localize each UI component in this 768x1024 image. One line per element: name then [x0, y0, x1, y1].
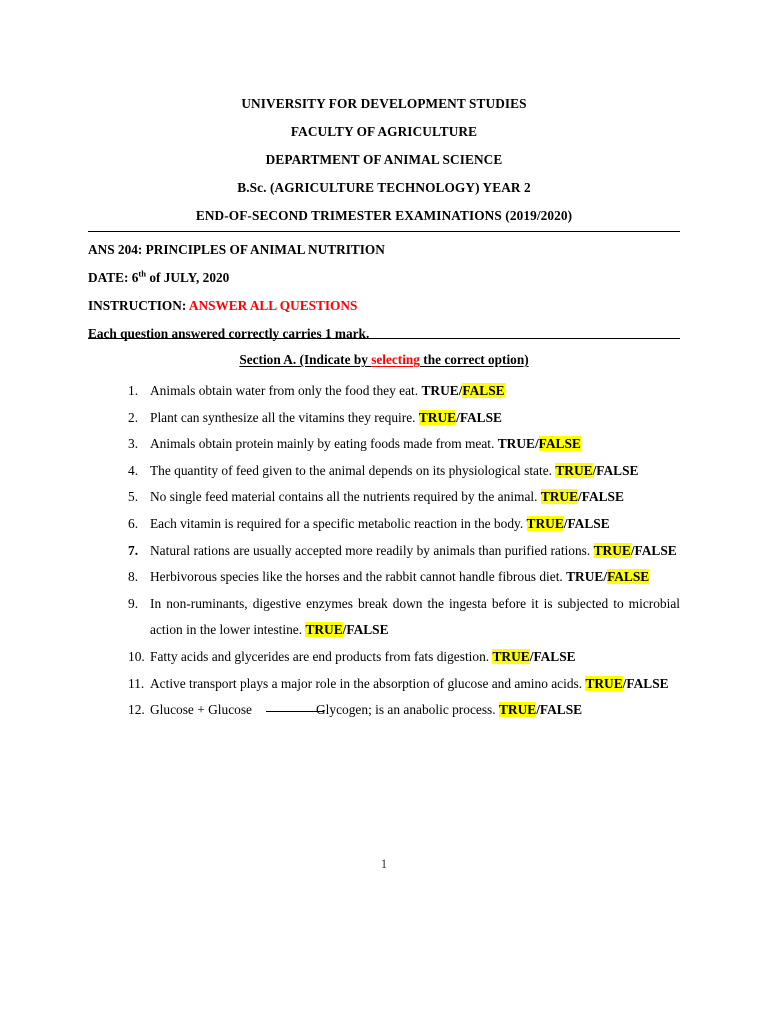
- question-item: [128, 431, 680, 458]
- section-heading-prefix: Section A. (Indicate by: [239, 352, 372, 367]
- section-a-heading: [88, 350, 680, 370]
- option-false[interactable]: FALSE: [539, 702, 583, 718]
- course-meta: [88, 236, 688, 348]
- question-body: [150, 538, 680, 565]
- header-line-programme: B.Sc. (AGRICULTURE TECHNOLOGY) YEAR 2: [237, 180, 531, 195]
- question-item: [128, 644, 680, 671]
- option-separator: /: [529, 648, 534, 664]
- header-line-university: UNIVERSITY FOR DEVELOPMENT STUDIES: [241, 96, 527, 111]
- date-day: 6: [131, 270, 139, 285]
- course-code-title: ANS 204: PRINCIPLES OF ANIMAL NUTRITION: [88, 242, 385, 257]
- option-false[interactable]: FALSE: [634, 542, 677, 558]
- option-false[interactable]: FALSE: [538, 436, 581, 452]
- question-number: 5.: [128, 489, 139, 505]
- answer-options: [566, 569, 649, 584]
- option-true[interactable]: TRUE: [585, 675, 623, 691]
- question-body: [150, 484, 680, 511]
- section-heading-suffix: the correct option): [419, 352, 529, 367]
- question-text: In non-ruminants, digestive enzymes break down the ingesta before it is subjected to microbial action in the lower intestine.: [150, 595, 680, 638]
- option-true[interactable]: TRUE: [497, 436, 535, 452]
- answer-options: [492, 649, 575, 664]
- option-separator: /: [630, 542, 635, 558]
- answer-options: [498, 436, 581, 451]
- mark-note: Each question answered correctly carries 1 mark.: [88, 326, 370, 341]
- option-false[interactable]: FALSE: [533, 648, 576, 664]
- question-body: [150, 431, 680, 458]
- question-body: [150, 511, 680, 538]
- option-separator: /: [622, 675, 627, 691]
- question-body: [150, 458, 680, 485]
- instruction-value: ANSWER ALL QUESTIONS: [188, 298, 358, 313]
- option-true[interactable]: TRUE: [526, 515, 564, 531]
- option-false[interactable]: FALSE: [462, 383, 505, 398]
- answer-options: [305, 622, 388, 637]
- header-line-faculty: FACULTY OF AGRICULTURE: [290, 124, 478, 139]
- option-false[interactable]: FALSE: [581, 489, 624, 505]
- header-divider-top: [88, 231, 680, 232]
- date-ordinal-suffix: th: [138, 268, 147, 279]
- question-text: Animals obtain water from only the food they eat.: [150, 383, 422, 398]
- exam-instruction: [88, 292, 688, 320]
- option-false[interactable]: FALSE: [626, 675, 669, 691]
- question-text: Active transport plays a major role in the absorption of glucose and amino acids.: [150, 675, 586, 691]
- section-heading-emphasis: selecting: [371, 352, 420, 367]
- question-text: The quantity of feed given to the animal depends on its physiological state.: [150, 462, 556, 478]
- question-item: [128, 458, 680, 485]
- question-body: [150, 697, 680, 724]
- option-separator: /: [458, 383, 463, 398]
- question-number: 11.: [128, 675, 145, 691]
- question-number: 1.: [128, 383, 139, 398]
- question-item: [128, 511, 680, 538]
- question-text: Natural rations are usually accepted more readily by animals than purified rations.: [150, 542, 594, 558]
- header-line-department: DEPARTMENT OF ANIMAL SCIENCE: [265, 152, 503, 167]
- question-item: [128, 484, 680, 511]
- option-false[interactable]: FALSE: [596, 462, 639, 478]
- option-separator: /: [578, 489, 582, 505]
- question-body: [150, 671, 680, 698]
- page-number: 1: [380, 857, 388, 871]
- answer-options: [555, 463, 638, 478]
- exam-date: [88, 264, 688, 292]
- option-false[interactable]: FALSE: [346, 622, 389, 638]
- question-item: [128, 671, 680, 698]
- question-list: [128, 378, 680, 724]
- question-number: 2.: [128, 409, 139, 425]
- option-separator: /: [342, 622, 347, 638]
- option-true[interactable]: TRUE: [498, 702, 537, 718]
- option-separator: /: [592, 462, 597, 478]
- answer-options: [421, 383, 504, 398]
- question-number: 9.: [128, 595, 139, 611]
- question-body: [150, 405, 680, 432]
- date-label: DATE:: [88, 270, 132, 285]
- question-item: [128, 697, 680, 724]
- institution-header: [88, 90, 680, 230]
- question-text: Herbivorous species like the horses and the rabbit cannot handle fibrous diet.: [150, 569, 567, 585]
- question-body: [150, 564, 680, 591]
- option-true[interactable]: TRUE: [421, 383, 459, 398]
- question-body: [150, 378, 680, 405]
- option-false[interactable]: FALSE: [567, 515, 610, 531]
- option-separator: /: [456, 409, 460, 425]
- question-body: [150, 644, 680, 671]
- question-number: 8.: [128, 569, 139, 585]
- option-separator: /: [563, 515, 568, 531]
- reaction-arrow-icon: [266, 711, 324, 712]
- answer-options: [594, 543, 677, 558]
- question-text: No single feed material contains all the nutrients required by the animal.: [150, 489, 541, 505]
- question-text: Each vitamin is required for a specific metabolic reaction in the body.: [150, 515, 527, 531]
- question-number: 4.: [128, 462, 139, 478]
- option-separator: /: [534, 436, 539, 452]
- answer-options: [499, 702, 582, 717]
- question-item: [128, 564, 680, 591]
- question-number: 12.: [128, 702, 145, 718]
- option-true[interactable]: TRUE: [555, 462, 593, 478]
- option-separator: /: [536, 702, 540, 718]
- option-true[interactable]: TRUE: [305, 622, 343, 638]
- option-true[interactable]: TRUE: [593, 542, 631, 558]
- question-number: 10.: [128, 648, 145, 664]
- option-true[interactable]: TRUE: [418, 409, 457, 425]
- option-true[interactable]: TRUE: [540, 489, 579, 505]
- answer-options: [541, 489, 624, 504]
- instruction-label: INSTRUCTION:: [88, 298, 189, 313]
- question-text-before-arrow: Glucose + Glucose: [150, 702, 253, 718]
- question-number: 7.: [128, 542, 139, 558]
- question-item: [128, 378, 680, 405]
- answer-options: [527, 516, 610, 531]
- date-rest: of JULY, 2020: [146, 270, 230, 285]
- answer-options: [585, 676, 668, 691]
- question-item: [128, 405, 680, 432]
- header-divider-bottom: [88, 338, 680, 339]
- question-item: [128, 591, 680, 644]
- question-text: Plant can synthesize all the vitamins they require.: [150, 409, 419, 425]
- question-text-after-arrow: Glycogen; is an anabolic process.: [316, 702, 499, 718]
- question-body: [150, 591, 680, 644]
- question-number: 6.: [128, 515, 139, 531]
- question-text: Animals obtain protein mainly by eating foods made from meat.: [150, 436, 498, 452]
- question-number: 3.: [128, 436, 139, 452]
- option-false[interactable]: FALSE: [607, 569, 650, 585]
- question-item: [128, 538, 680, 565]
- option-separator: /: [603, 569, 608, 585]
- option-false[interactable]: FALSE: [459, 409, 502, 425]
- option-true[interactable]: TRUE: [566, 569, 604, 585]
- header-line-examination: END-OF-SECOND TRIMESTER EXAMINATIONS (2019/2020): [195, 208, 573, 223]
- option-true[interactable]: TRUE: [492, 648, 530, 664]
- answer-options: [419, 410, 502, 425]
- question-text: Fatty acids and glycerides are end products from fats digestion.: [150, 648, 493, 664]
